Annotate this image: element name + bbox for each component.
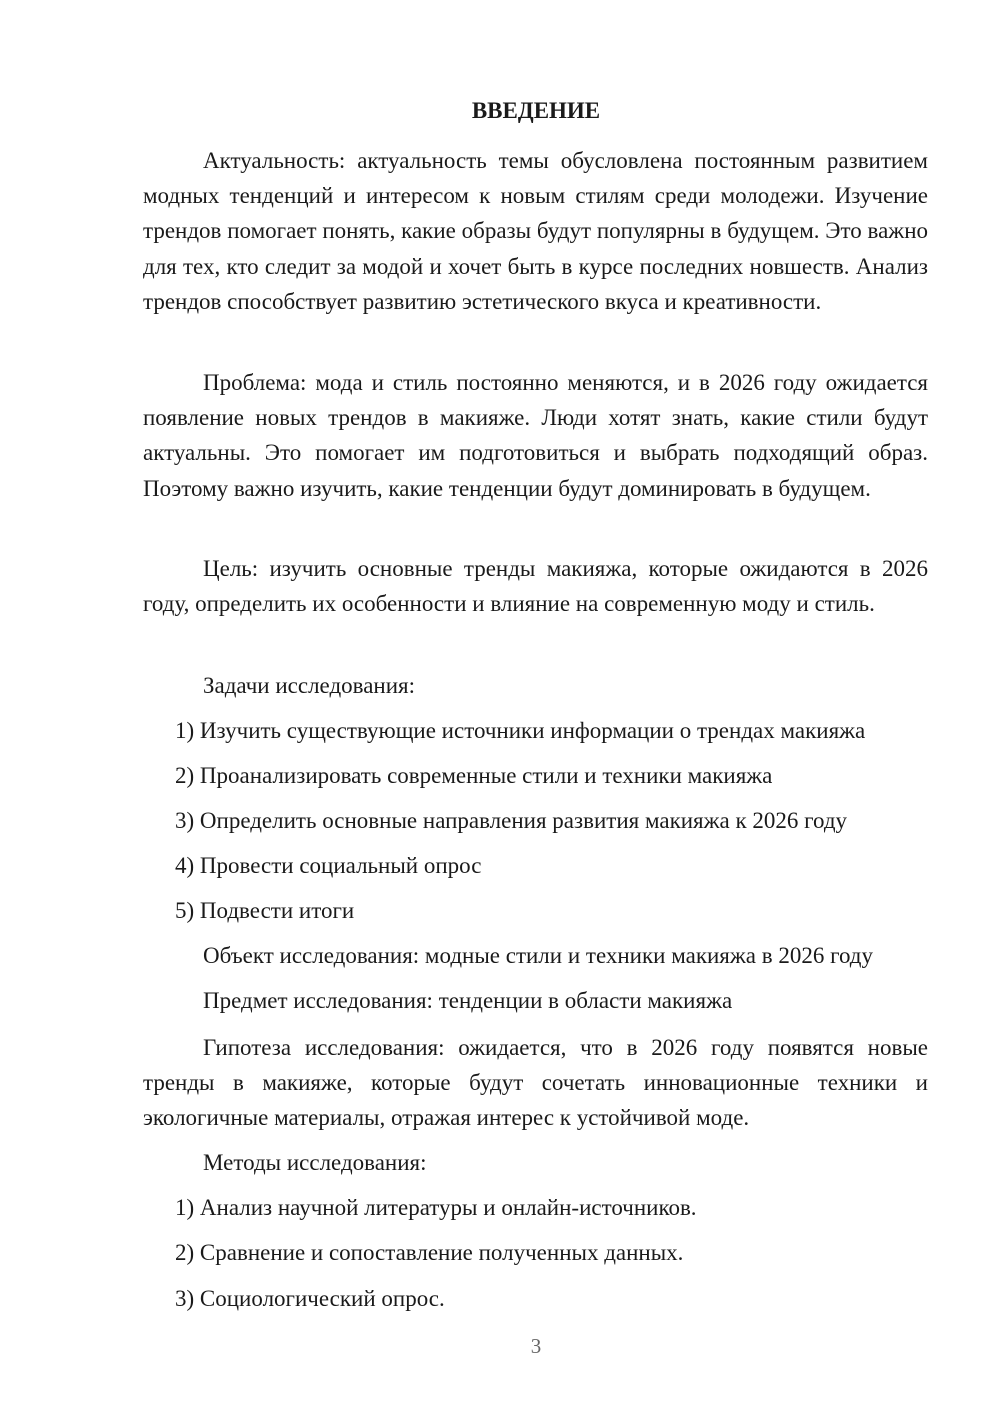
method-item: 3) Социологический опрос.	[175, 1286, 445, 1311]
hypothesis-paragraph: Гипотеза исследования: ожидается, что в 2026 году появятся новые тренды в макияже, которые будут сочетать инновационные техники и экологичные материалы, отражая интерес к устойчивой моде.	[143, 1035, 928, 1131]
problem-paragraph: Проблема: мода и стиль постоянно меняются, и в 2026 году ожидается появление новых трендов в макияже. Люди хотят знать, какие стили будут актуальны. Это помогает им подготовиться и выбрать подходящий образ. Поэтому важно изучить, какие тенденции будут доминировать в будущем.	[143, 370, 928, 501]
task-item: 1) Изучить существующие источники информации о трендах макияжа	[175, 718, 866, 743]
subject-line: Предмет исследования: тенденции в области макияжа	[203, 988, 733, 1013]
task-item: 3) Определить основные направления развития макияжа к 2026 году	[175, 808, 848, 833]
object-line: Объект исследования: модные стили и техники макияжа в 2026 году	[203, 943, 873, 968]
method-item: 2) Сравнение и сопоставление полученных данных.	[175, 1240, 684, 1265]
relevance-paragraph: Актуальность: актуальность темы обусловлена постоянным развитием модных тенденций и интересом к новым стилям среди молодежи. Изучение трендов помогает понять, какие образы будут популярны в будущем. Это важно для тех, кто следит за модой и хочет быть в курсе последних новшеств. Анализ трендов способствует развитию эстетического вкуса и креативности.	[143, 148, 928, 314]
task-item: 4) Провести социальный опрос	[175, 853, 482, 878]
page-number: 3	[530, 1334, 542, 1358]
methods-heading: Методы исследования:	[203, 1150, 427, 1175]
page-title: ВВЕДЕНИЕ	[471, 98, 601, 123]
task-item: 2) Проанализировать современные стили и техники макияжа	[175, 763, 773, 788]
tasks-heading: Задачи исследования:	[203, 673, 416, 698]
method-item: 1) Анализ научной литературы и онлайн-источников.	[175, 1195, 697, 1220]
task-item: 5) Подвести итоги	[175, 898, 355, 923]
goal-paragraph: Цель: изучить основные тренды макияжа, которые ожидаются в 2026 году, определить их особенности и влияние на современную моду и стиль.	[143, 556, 928, 617]
